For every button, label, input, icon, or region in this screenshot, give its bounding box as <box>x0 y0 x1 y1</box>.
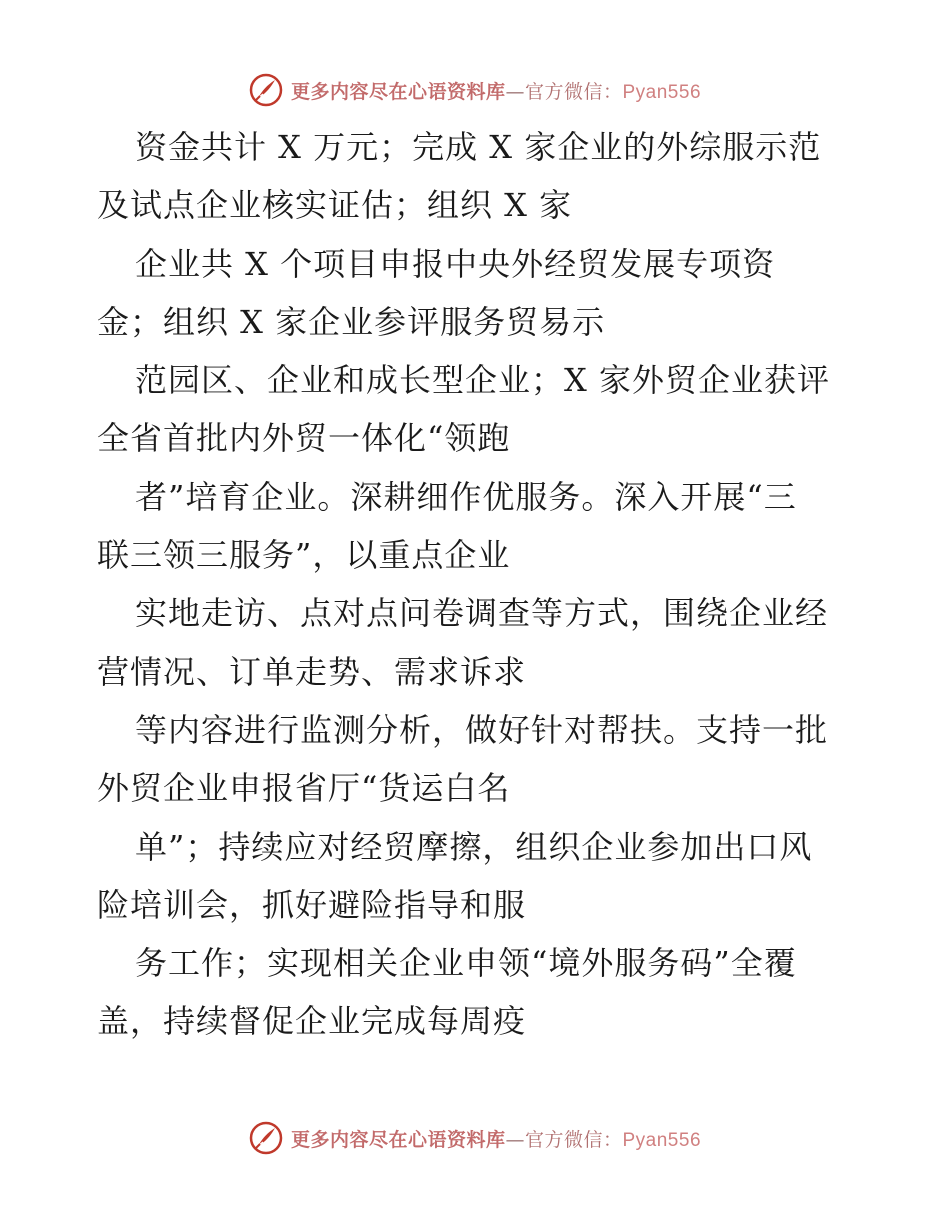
text-line: 险培训会，抓好避险指导和服 <box>97 885 527 924</box>
text-line: 单”；持续应对经贸摩擦，组织企业参加出口风 <box>135 827 813 866</box>
text-line: 盖，持续督促企业完成每周疫 <box>97 1002 527 1041</box>
text-line: 范园区、企业和成长型企业；X 家外贸企业获评 <box>135 361 830 400</box>
text-line: 者”培育企业。深耕细作优服务。深入开展“三 <box>135 477 797 516</box>
text-line: 联三领三服务”，以重点企业 <box>97 536 511 575</box>
text-line: 实地走访、点对点问卷调查等方式，围绕企业经 <box>135 594 829 633</box>
text-line: 营情况、订单走势、需求诉求 <box>97 652 527 691</box>
watermark-site: 更多内容尽在心语资料库 <box>290 80 506 103</box>
footer-watermark <box>0 1118 950 1158</box>
text-line: 务工作；实现相关企业申领“境外服务码”全覆 <box>135 944 797 983</box>
text-line: 金；组织 X 家企业参评服务贸易示 <box>97 302 606 341</box>
text-line: 等内容进行监测分析，做好针对帮扶。支持一批 <box>135 710 829 749</box>
header-watermark <box>0 70 950 110</box>
watermark-separator: — <box>505 80 525 103</box>
watermark-text <box>291 77 701 104</box>
watermark-wechat-label: 官方微信： <box>524 1128 623 1151</box>
watermark-wechat-id: Pyan556 <box>622 81 702 103</box>
text-line: 资金共计 X 万元；完成 X 家企业的外综服示范 <box>135 128 822 166</box>
text-line: 及试点企业核实证估；组织 X 家 <box>97 186 573 225</box>
watermark-site: 更多内容尽在心语资料库 <box>290 1128 506 1151</box>
text-line: 企业共 X 个项目申报中央外经贸发展专项资 <box>135 244 776 283</box>
text-line: 外贸企业申报省厅“货运白名 <box>97 769 511 808</box>
watermark-wechat-label: 官方微信： <box>524 80 623 103</box>
watermark-wechat-id: Pyan556 <box>622 1129 702 1151</box>
watermark-text <box>291 1125 701 1152</box>
body-text <box>97 118 857 1051</box>
text-line: 全省首批内外贸一体化“领跑 <box>97 419 511 458</box>
watermark-separator: — <box>505 1128 525 1151</box>
quill-pen-icon <box>249 73 283 107</box>
quill-pen-icon <box>249 1121 283 1155</box>
